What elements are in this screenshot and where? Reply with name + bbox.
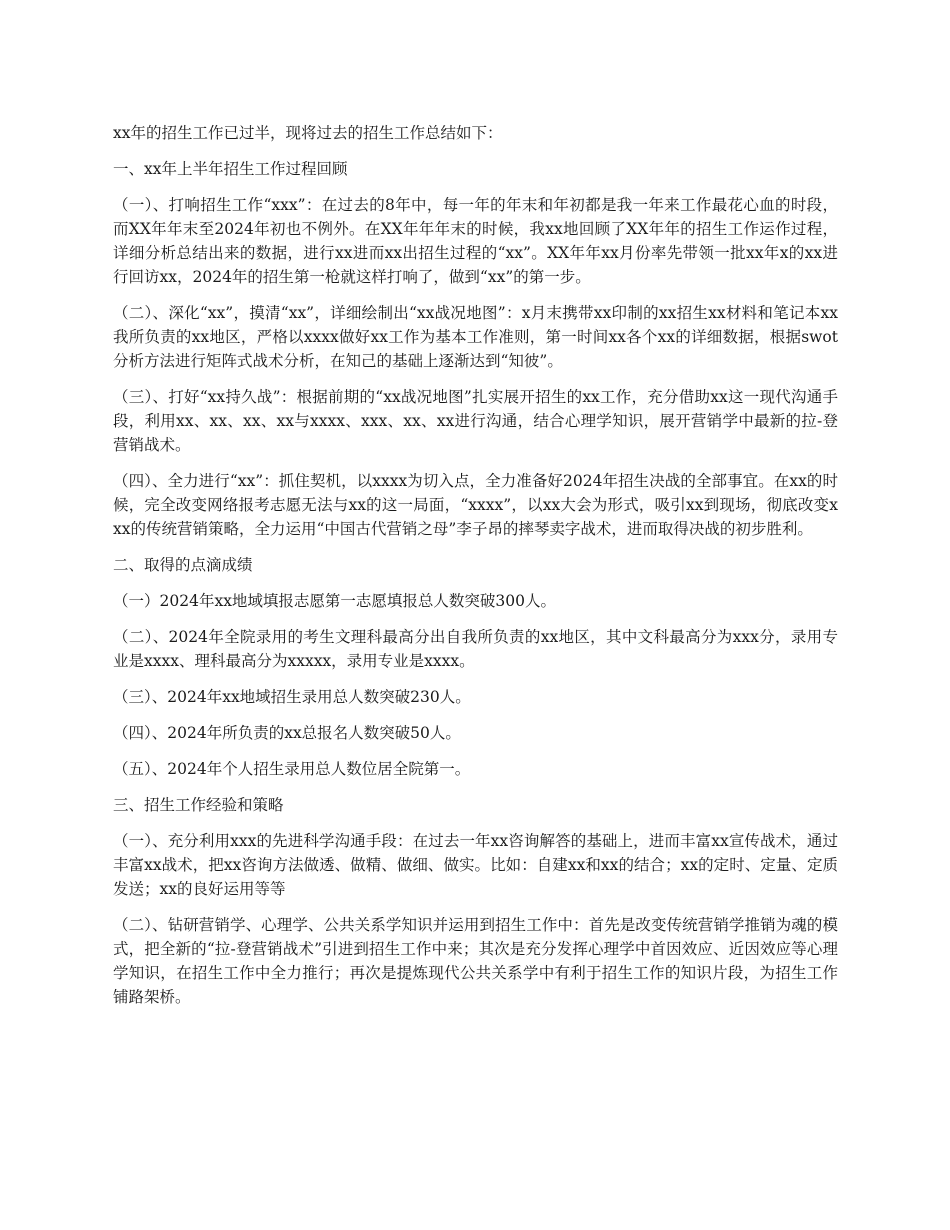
paragraph: （一）、打响招生工作“xxx”：在过去的8年中，每一年的年末和年初都是我一年来工作最花心血的时段，而XX年年末至2024年初也不例外。在XX年年年末的时候，我xx地回顾了XX年年的招生工作运作过程，详细分析总结出来的数据，进行xx进而xx出招生过程的“xx”。XX年年xx月份率先带领一批xx年x的xx进行回访xx，2024年的招生第一枪就这样打响了，做到“xx”的第一步。 [113,196,838,286]
section-heading-2: 二、取得的点滴成绩 [113,556,253,574]
paragraph: （四）、全力进行“xx”：抓住契机，以xxxx为切入点，全力准备好2024年招生决战的全部事宜。在xx的时候，完全改变网络报考志愿无法与xx的这一局面，“xxxx”，以xx大会为形式，吸引xx到现场，彻底改变xxx的传统营销策略，全力运用“中国古代营销之母”李子昂的摔琴卖字战术，进而取得决战的初步胜利。 [113,472,838,538]
document-body [113,121,838,1021]
paragraph: （二）、钻研营销学、心理学、公共关系学知识并运用到招生工作中：首先是改变传统营销学推销为魂的模式，把全新的“拉-登营销战术”引进到招生工作中来；其次是充分发挥心理学中首因效应、近因效应等心理学知识，在招生工作中全力推行；再次是提炼现代公共关系学中有利于招生工作的知识片段，为招生工作铺路架桥。 [113,916,838,1006]
paragraph: （一）、充分利用xxx的先进科学沟通手段：在过去一年xx咨询解答的基础上，进而丰富xx宣传战术，通过丰富xx战术，把xx咨询方法做透、做精、做细、做实。比如：自建xx和xx的结合；xx的定时、定量、定质发送；xx的良好运用等等 [113,832,838,898]
paragraph: （二）、深化“xx”，摸清“xx”，详细绘制出“xx战况地图”：x月末携带xx印制的xx招生xx材料和笔记本xx我所负责的xx地区，严格以xxxx做好xx工作为基本工作准则，第一时间xx各个xx的详细数据，根据swot分析方法进行矩阵式战术分析，在知己的基础上逐渐达到“知彼”。 [113,304,838,370]
achievement-item: （四）、2024年所负责的xx总报名人数突破50人。 [113,724,461,742]
paragraph: （三）、打好“xx持久战”：根据前期的“xx战况地图”扎实展开招生的xx工作，充分借助xx这一现代沟通手段，利用xx、xx、xx、xx与xxxx、xxx、xx、xx进行沟通，结合心理学知识，展开营销学中最新的拉-登营销战术。 [113,388,838,454]
section-heading-1: 一、xx年上半年招生工作过程回顾 [113,160,348,178]
section-heading-3: 三、招生工作经验和策略 [113,796,284,814]
intro-paragraph: xx年的招生工作已过半，现将过去的招生工作总结如下： [113,124,503,142]
achievement-item: （三）、2024年xx地域招生录用总人数突破230人。 [113,688,471,706]
achievement-item: （五）、2024年个人招生录用总人数位居全院第一。 [113,760,471,778]
achievement-item: （二）、2024年全院录用的考生文理科最高分出自我所负责的xx地区，其中文科最高分为xxx分，录用专业是xxxx、理科最高分为xxxxx，录用专业是xxxx。 [113,628,838,670]
achievement-item: （一）2024年xx地域填报志愿第一志愿填报总人数突破300人。 [113,592,557,610]
